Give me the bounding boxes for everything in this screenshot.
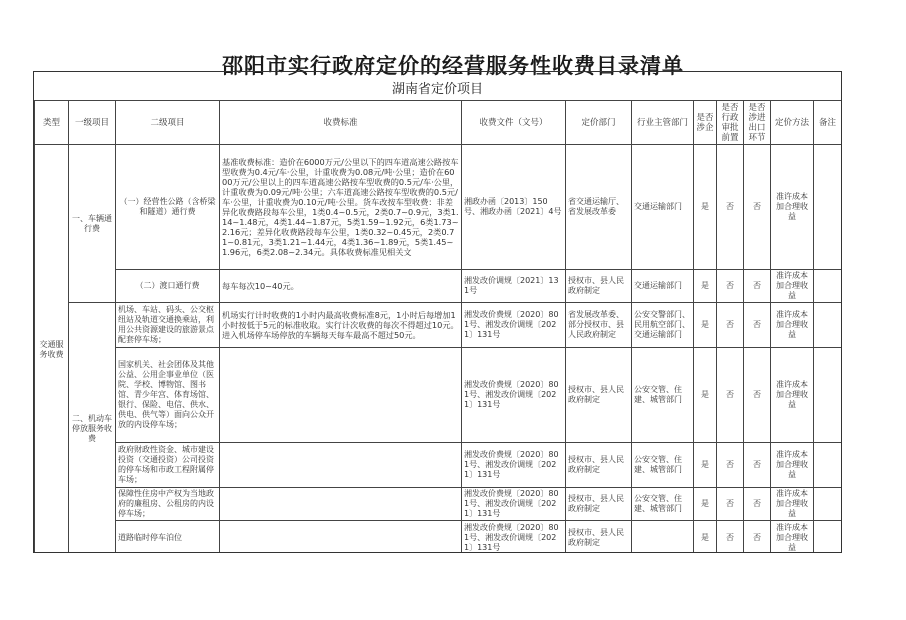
authority-cell <box>632 521 694 554</box>
level2-cell: 道路临时停车泊位 <box>116 521 220 554</box>
fee-table <box>34 100 842 553</box>
fee-catalog-sheet <box>33 71 842 553</box>
import-export-cell: 否 <box>744 145 771 270</box>
table-row <box>35 521 842 554</box>
involves-cell: 是 <box>694 303 717 348</box>
header-dept: 定价部门 <box>566 101 632 145</box>
document-cell: 湘发改价费规〔2020〕801号、湘发改价调规〔2021〕131号 <box>462 521 566 554</box>
dept-cell: 授权市、县人民政府制定 <box>566 270 632 303</box>
authority-cell: 交通运输部门 <box>632 270 694 303</box>
header-import-export: 是否涉进出口环节 <box>744 101 771 145</box>
level2-cell: （一）经营性公路（含桥梁和隧道）通行费 <box>116 145 220 270</box>
standard-cell <box>220 443 462 488</box>
note-cell <box>814 303 842 348</box>
dept-cell: 省发展改革委、部分授权市、县人民政府制定 <box>566 303 632 348</box>
header-authority: 行业主管部门 <box>632 101 694 145</box>
method-cell: 准许成本加合理收益 <box>771 488 814 521</box>
header-document: 收费文件（文号） <box>462 101 566 145</box>
dept-cell: 授权市、县人民政府制定 <box>566 443 632 488</box>
import-export-cell: 否 <box>744 488 771 521</box>
level2-cell: （二）渡口通行费 <box>116 270 220 303</box>
involves-cell: 是 <box>694 443 717 488</box>
import-export-cell: 否 <box>744 270 771 303</box>
method-cell: 准许成本加合理收益 <box>771 443 814 488</box>
method-cell: 准许成本加合理收益 <box>771 270 814 303</box>
note-cell <box>814 348 842 443</box>
method-cell: 准许成本加合理收益 <box>771 145 814 270</box>
document-title: 邵阳市实行政府定价的经营服务性收费目录清单 <box>222 54 684 78</box>
authority-cell: 公安交管、住建、城管部门 <box>632 348 694 443</box>
standard-cell <box>220 488 462 521</box>
note-cell <box>814 443 842 488</box>
document-cell: 湘发改价费规〔2020〕801号、湘发改价调规〔2021〕131号 <box>462 488 566 521</box>
note-cell <box>814 270 842 303</box>
note-cell <box>814 145 842 270</box>
table-row <box>35 488 842 521</box>
approval-cell: 否 <box>717 348 744 443</box>
level2-cell: 政府财政性资金、城市建设投资（交通投资）公司投资的停车场和市政工程附属停车场； <box>116 443 220 488</box>
method-cell: 准许成本加合理收益 <box>771 303 814 348</box>
involves-cell: 是 <box>694 521 717 554</box>
authority-cell: 交通运输部门 <box>632 145 694 270</box>
dept-cell: 省交通运输厅、省发展改革委 <box>566 145 632 270</box>
table-row <box>35 145 842 270</box>
standard-cell <box>220 521 462 554</box>
level2-cell: 保障性住房中产权为当地政府的廉租房、公租房的内设停车场； <box>116 488 220 521</box>
section-subtitle: 湖南省定价项目 <box>34 80 841 101</box>
dept-cell: 授权市、县人民政府制定 <box>566 488 632 521</box>
header-note: 备注 <box>814 101 842 145</box>
header-involves: 是否涉企 <box>694 101 717 145</box>
authority-cell: 公安交管、住建、城管部门 <box>632 488 694 521</box>
standard-cell: 基准收费标准：造价在6000万元/公里以下的四车道高速公路按车型收费为0.4元/车·公里，计重收费为0.08元/吨·公里；造价在6000万元/公里以上的四车道高速公路按车型收费的0.5元/车·公里，计重收费为0.09元/吨·公里；六车道高速公路按车型收费的0.5元/车·公里，计重收费为0.10元/吨·公里。货车改按车型收费：非差异化收费路段每车公里，1类0.4~0.5元，2类0.7~0.9元，3类1.14~1.48元，4类1.44~1.87元，5类1.59~1.92元，6类1.73~2.16元；差异化收费路段每车公里，1类0.32~0.45元，2类0.71~0.81元，3类1.21~1.44元，4类1.36~1.89元，5类1.45~1.96元，6类2.08~2.34元。具体收费标准见相关文 <box>220 145 462 270</box>
category-cell: 交通服务收费 <box>35 145 69 554</box>
dept-cell: 授权市、县人民政府制定 <box>566 521 632 554</box>
document-cell: 湘发改价调规〔2021〕131号 <box>462 270 566 303</box>
method-cell: 准许成本加合理收益 <box>771 348 814 443</box>
header-level2: 二级项目 <box>116 101 220 145</box>
involves-cell: 是 <box>694 488 717 521</box>
approval-cell: 否 <box>717 488 744 521</box>
approval-cell: 否 <box>717 521 744 554</box>
level1-cell: 一、车辆通行费 <box>69 145 116 303</box>
table-row <box>35 348 842 443</box>
table-row <box>35 303 842 348</box>
table-row <box>35 270 842 303</box>
approval-cell: 否 <box>717 303 744 348</box>
note-cell <box>814 521 842 554</box>
authority-cell: 公安交警部门、民用航空部门、交通运输部门 <box>632 303 694 348</box>
authority-cell: 公安交管、住建、城管部门 <box>632 443 694 488</box>
header-method: 定价方法 <box>771 101 814 145</box>
document-cell: 湘发改价费规〔2020〕801号、湘发改价调规〔2021〕131号 <box>462 443 566 488</box>
header-category: 类型 <box>35 101 69 145</box>
table-row <box>35 443 842 488</box>
note-cell <box>814 488 842 521</box>
dept-cell: 授权市、县人民政府制定 <box>566 348 632 443</box>
header-approval: 是否行政审批前置 <box>717 101 744 145</box>
approval-cell: 否 <box>717 270 744 303</box>
level2-cell: 机场、车站、码头、公交枢纽站及轨道交通换乘站，利用公共资源建设的旅游景点配套停车场； <box>116 303 220 348</box>
document-cell: 湘政办函〔2013〕150号、湘政办函〔2021〕4号 <box>462 145 566 270</box>
approval-cell: 否 <box>717 145 744 270</box>
header-level1: 一级项目 <box>69 101 116 145</box>
involves-cell: 是 <box>694 348 717 443</box>
standard-cell: 每车每次10~40元。 <box>220 270 462 303</box>
document-cell: 湘发改价费规〔2020〕801号、湘发改价调规〔2021〕131号 <box>462 348 566 443</box>
standard-cell <box>220 348 462 443</box>
method-cell: 准许成本加合理收益 <box>771 521 814 554</box>
level2-cell: 国家机关、社会团体及其他公益、公用企事业单位（医院、学校、博物馆、图书馆、青少年宫、体育场馆、银行、保险、电信、供水、供电、供气等）面向公众开放的内设停车场； <box>116 348 220 443</box>
level1-cell: 二、机动车停放服务收费 <box>69 303 116 554</box>
import-export-cell: 否 <box>744 303 771 348</box>
involves-cell: 是 <box>694 145 717 270</box>
document-cell: 湘发改价费规〔2020〕801号、湘发改价调规〔2021〕131号 <box>462 303 566 348</box>
involves-cell: 是 <box>694 270 717 303</box>
header-standard: 收费标准 <box>220 101 462 145</box>
import-export-cell: 否 <box>744 443 771 488</box>
import-export-cell: 否 <box>744 521 771 554</box>
header-row <box>35 101 842 145</box>
standard-cell: 机场实行计时收费的1小时内最高收费标准8元，1小时后每增加1小时按低于5元的标准收取。实行计次收费的每次不得超过10元。进入机场停车场停放的车辆每天每车最高不超过50元。 <box>220 303 462 348</box>
import-export-cell: 否 <box>744 348 771 443</box>
approval-cell: 否 <box>717 443 744 488</box>
